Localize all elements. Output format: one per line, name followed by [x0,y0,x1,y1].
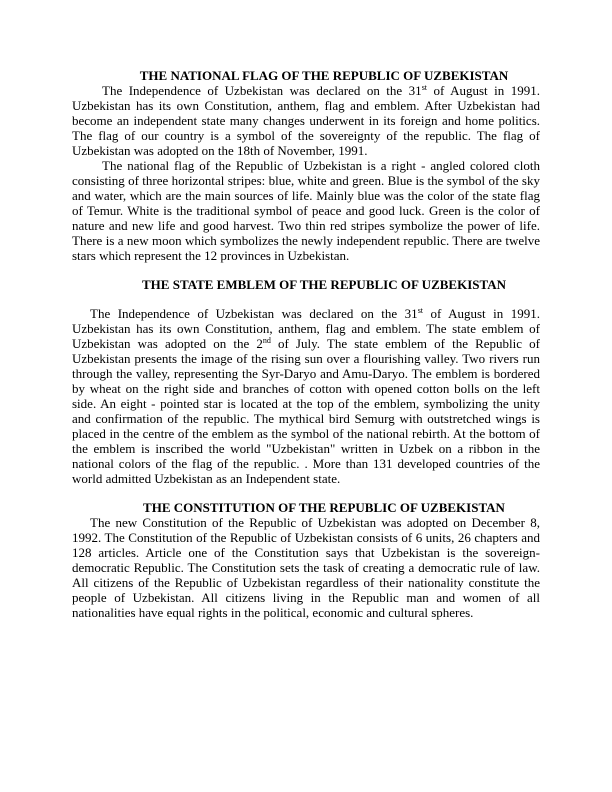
flag-paragraph-2: The national flag of the Republic of Uzbekistan is a right - angled colored cloth consisting of three horizontal stripes: blue, white and green. Blue is the symbol of the sky and water, which are the main sources of life. Mainly blue was the color of the state flag of Temur. White is the traditional symbol of peace and good luck. Green is the color of nature and new life and good harvest. Two thin red stripes symbolize the power of life. There is a new moon which symbolizes the newly independent republic. There are twelve stars which represent the 12 provinces in Uzbekistan. [72,158,540,263]
emblem-p1-text-c: of July. The state emblem of the Republic of Uzbekistan presents the image of the rising sun over a flourishing valley. Two rivers run through the valley, representing the Syr-Daryo and Amu-Daryo. The emblem is bordered by wheat on the right side and branches of cotton with opened cotton bolls on the left side. An eight - pointed star is located at the top of the emblem, symbolizing the unity and confirmation of the republic. The mythical bird Semurg with outstretched wings is placed in the centre of the emblem as the symbol of the national rebirth. At the bottom of the emblem is inscribed the world "Uzbekistan" written in Uzbek on a ribbon in the national colors of the flag of the republic. . More than 131 developed countries of the world admitted Uzbekistan as an Independent state. [72,336,540,486]
constitution-paragraph-1: The new Constitution of the Republic of Uzbekistan was adopted on December 8, 1992. The Constitution of the Republic of Uzbekistan consists of 6 units, 26 chapters and 128 articles. Article one of the Constitution says that Uzbekistan is the sovereign-democratic Republic. The Constitution sets the task of creating a democratic rule of law. All citizens of the Republic of Uzbekistan regardless of their nationality constitute the people of Uzbekistan. All citizens living in the Republic man and women of all nationalities have equal rights in the political, economic and cultural spheres. [72,515,540,620]
flag-paragraph-1 [72,83,540,158]
document-page [72,68,540,620]
flag-p1-text-a: The Independence of Uzbekistan was declared on the 31 [102,83,422,98]
emblem-paragraph-1 [72,306,540,486]
emblem-heading: THE STATE EMBLEM OF THE REPUBLIC OF UZBEKISTAN [142,277,506,292]
constitution-heading: THE CONSTITUTION OF THE REPUBLIC OF UZBEKISTAN [143,500,505,515]
emblem-p1-superscript-1: st [417,306,424,315]
emblem-p1-text-b: of August in 1991. Uzbekistan has its own Constitution, anthem, flag and emblem. The state emblem of Uzbekistan was adopted on the 2 [72,306,540,351]
flag-p1-superscript: st [421,83,428,92]
emblem-p1-superscript-2: nd [262,336,271,345]
flag-heading: THE NATIONAL FLAG OF THE REPUBLIC OF UZBEKISTAN [139,68,509,83]
emblem-p1-text-a: The Independence of Uzbekistan was declared on the 31 [90,306,418,321]
flag-p1-text-b: of August in 1991. Uzbekistan has its own Constitution, anthem, flag and emblem. After Uzbekistan had become an independent state many changes underwent in its foreign and home politics. The flag of our country is a symbol of the sovereignty of the republic. The flag of Uzbekistan was adopted on the 18th of November, 1991. [72,83,540,158]
